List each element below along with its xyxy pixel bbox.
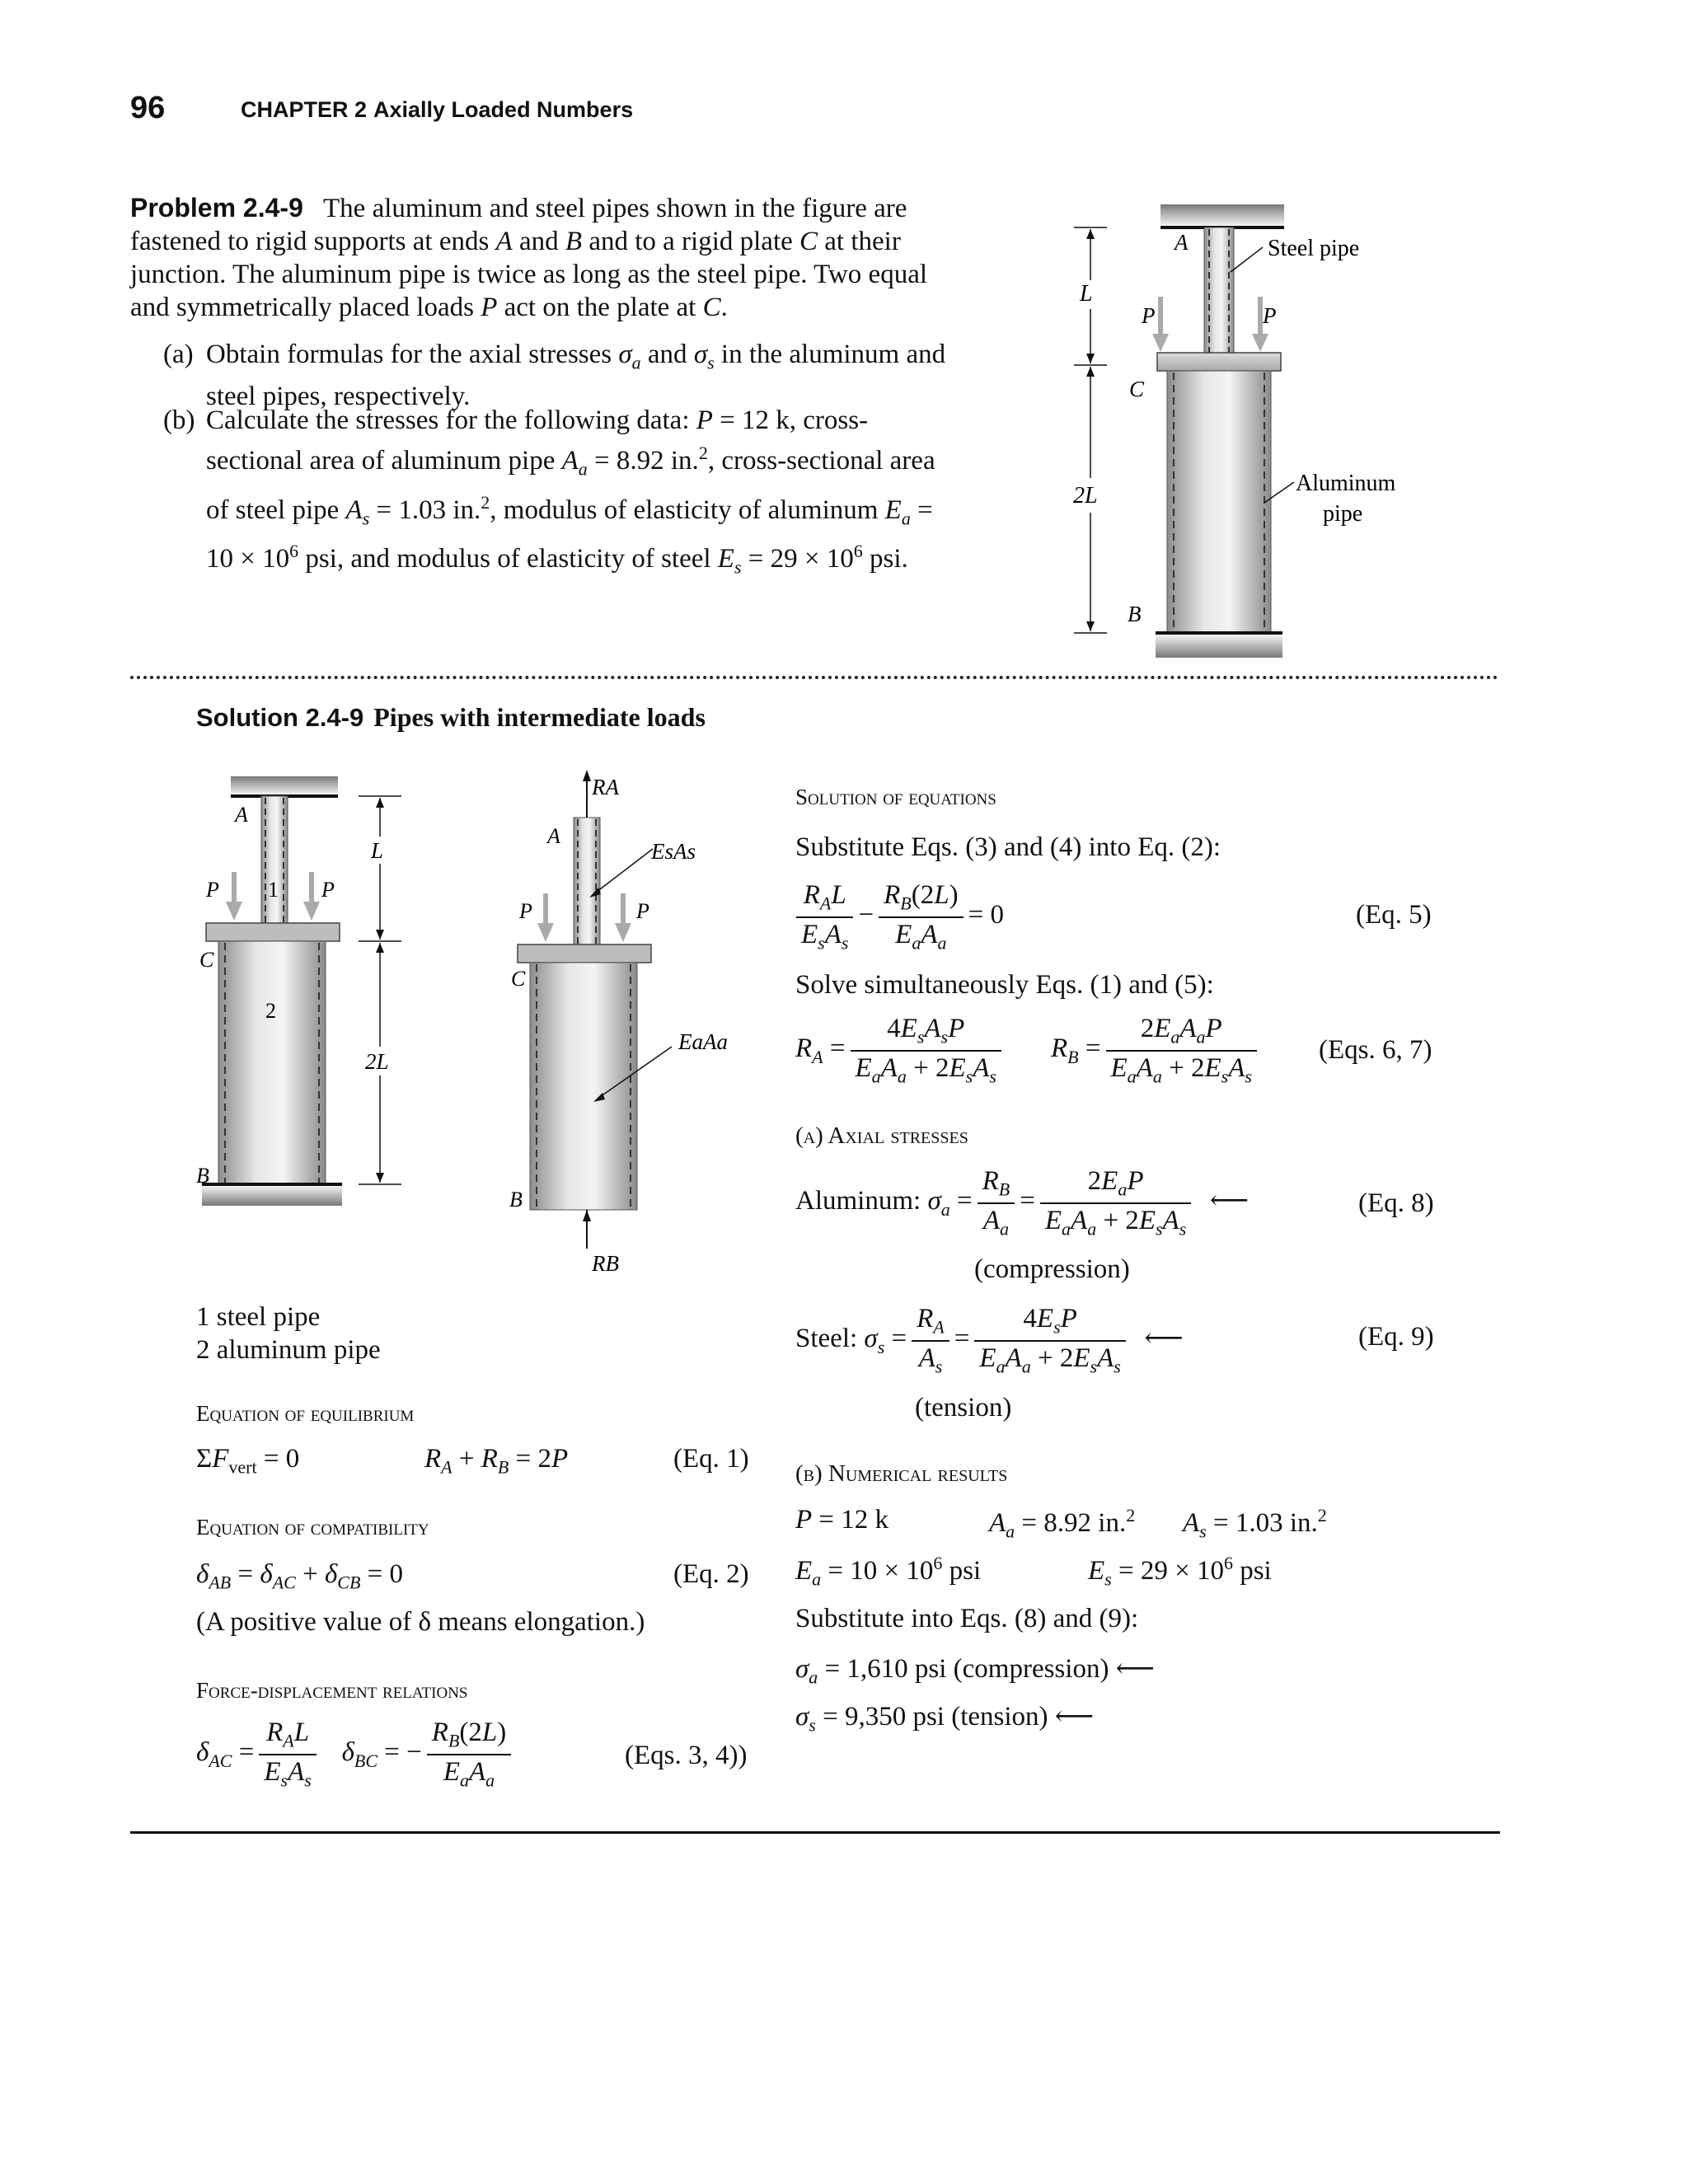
- left-fig-label-p-right: P: [321, 878, 335, 902]
- aluminum-label: Aluminum:: [795, 1186, 921, 1216]
- fbd-label-rb: RB: [592, 1251, 619, 1276]
- eq2-number: (Eq. 2): [673, 1559, 749, 1589]
- fbd-label-b: B: [509, 1188, 523, 1212]
- left-fig-label-1: 1: [268, 878, 279, 902]
- tension-note: (tension): [915, 1393, 1012, 1422]
- section-divider: [130, 676, 1498, 679]
- solution-eqs-heading: Solution of equations: [795, 785, 996, 809]
- part-b-text: Calculate the stresses for the following data: P = 12 k, cross-sectional area of aluminum pipe $A_a = 8.92$ in.$^2$, cross-sectional area of steel pipe $A_s = 1.03$ in.$^2$, modulus of elasticity of aluminum $E_a = 10 \times 10^6$ psi, and modulus of elasticity of steel $E_s = 29 \times 10^6$ psi.: [206, 405, 935, 578]
- eq5: $\frac{R_AL}{E_sA_s}$ − $\frac{R_B(2L)}{E_aA_a}$ = 0: [791, 880, 1004, 954]
- eq34-number: (Eqs. 3, 4)): [625, 1741, 748, 1770]
- legend-item: 2 aluminum pipe: [196, 1335, 381, 1365]
- result-sigma-s: $\sigma_s = 9,350$ psi (tension) ⟵: [795, 1702, 1095, 1736]
- top-support: [1160, 204, 1284, 227]
- bottom-rule: [130, 1831, 1500, 1834]
- left-fig-label-c: C: [199, 948, 214, 972]
- equilibrium-equation: $\Sigma F_{vert} = 0$: [196, 1444, 300, 1478]
- figure-legend: [196, 1301, 381, 1366]
- solution-header: [196, 702, 706, 733]
- fbd-label-a: A: [547, 824, 560, 848]
- legend-item: 1 steel pipe: [196, 1302, 321, 1332]
- fig-label-aluminum: Aluminum: [1296, 471, 1396, 496]
- problem-intro: The aluminum and steel pipes shown in the figure are fastened to rigid supports at ends A and B and to a rigid plate C at their junction. The aluminum pipe is twice as long as the steel pipe. Two equal and symmetrically placed loads P act on the plate at C.: [130, 194, 928, 322]
- fig-label-p-right: P: [1263, 303, 1277, 328]
- fbd-label-p-right: P: [636, 899, 649, 923]
- fig-label-p-left: P: [1142, 303, 1156, 328]
- problem-figure: [1055, 190, 1451, 684]
- solution-label: Solution 2.4-9: [196, 703, 364, 732]
- fig-label-pipe: pipe: [1323, 501, 1363, 527]
- fig-label-b: B: [1128, 602, 1142, 626]
- compatibility-note: (A positive value of δ means elongation.): [196, 1607, 645, 1637]
- eq9-number: (Eq. 9): [1358, 1322, 1434, 1352]
- chapter-label: CHAPTER 2: [241, 97, 368, 122]
- numerical-ea: $E_a = 10 \times 10^6$ psi: [795, 1553, 982, 1590]
- eq8: Aluminum: $\sigma_a$ = $\frac{R_B}{A_a}$ = $\frac{2E_aP}{E_aA_a + 2E_sA_s}$ ⟵: [795, 1166, 1250, 1240]
- substitute-into-text: Substitute into Eqs. (8) and (9):: [795, 1604, 1139, 1633]
- solution-title: Pipes with intermediate loads: [373, 702, 706, 732]
- page-number: 96: [130, 91, 166, 125]
- fig-label-c: C: [1129, 377, 1145, 401]
- steel-label: Steel:: [795, 1324, 858, 1354]
- compatibility-equation: $\delta_{AB} = \delta_{AC} + \delta_{CB} = 0$: [196, 1559, 404, 1593]
- fbd-label-p-left: P: [519, 899, 532, 923]
- numerical-heading: (b) Numerical results: [795, 1460, 1008, 1487]
- left-fig-label-2: 2: [265, 999, 276, 1023]
- left-fig-label-2l: 2L: [365, 1049, 389, 1074]
- fbd-label-ra: RA: [592, 775, 619, 799]
- eq67-number: (Eqs. 6, 7): [1319, 1035, 1432, 1065]
- solution-figure-left: [185, 766, 433, 1228]
- eq5-number: (Eq. 5): [1356, 900, 1432, 930]
- substitute-text: Substitute Eqs. (3) and (4) into Eq. (2):: [795, 832, 1221, 862]
- eq1-number: (Eq. 1): [673, 1444, 749, 1474]
- problem-statement: [130, 191, 954, 324]
- aluminum-pipe: [1167, 371, 1271, 633]
- part-a-text: Obtain formulas for the axial stresses $\sigma_a$ and $\sigma_s$ in the aluminum and steel pipes, respectively.: [206, 340, 946, 411]
- solve-text: Solve simultaneously Eqs. (1) and (5):: [795, 970, 1214, 1000]
- problem-label: Problem 2.4-9: [130, 193, 303, 223]
- solution-figure-fbd: [495, 766, 767, 1294]
- fig-label-2l: 2L: [1073, 483, 1098, 509]
- problem-part-a: [163, 338, 954, 413]
- numerical-es: $E_s = 29 \times 10^6$ psi: [1088, 1553, 1272, 1590]
- result-sigma-a: $\sigma_a = 1,610$ psi (compression) ⟵: [795, 1654, 1155, 1688]
- numerical-as: $A_s = 1.03$ in.$^2$: [1183, 1505, 1327, 1542]
- eq8-number: (Eq. 8): [1358, 1188, 1434, 1218]
- left-fig-label-l: L: [371, 838, 384, 863]
- axial-stresses-heading: (a) Axial stresses: [795, 1122, 968, 1149]
- force-displacement-equations: $\delta_{AC}$ = $\frac{R_AL}{E_sA_s}$ $\delta_{BC}$ = − $\frac{R_B(2L)}{E_aA_a}$: [196, 1718, 516, 1791]
- problem-part-b: [163, 404, 954, 584]
- fig-label-l: L: [1080, 281, 1093, 307]
- chapter-title: Axially Loaded Numbers: [373, 97, 634, 122]
- compatibility-heading: Equation of compatibility: [196, 1515, 429, 1540]
- force-displacement-heading: Force-displacement relations: [196, 1678, 468, 1703]
- compression-note: (compression): [974, 1254, 1130, 1284]
- part-a-label: (a): [163, 340, 194, 369]
- left-fig-label-b: B: [196, 1164, 209, 1188]
- left-fig-label-a: A: [235, 803, 248, 827]
- fig-label-steel-pipe: Steel pipe: [1268, 236, 1360, 261]
- fig-label-a: A: [1175, 230, 1189, 255]
- numerical-p: P = 12 k: [795, 1505, 889, 1535]
- rigid-plate-c: [1157, 353, 1281, 371]
- equilibrium-equation-2: $R_A + R_B = 2P$: [424, 1444, 569, 1478]
- bottom-support: [1156, 633, 1282, 658]
- numerical-aa: $A_a = 8.92$ in.$^2$: [989, 1505, 1136, 1542]
- eq6: $R_A$ = $\frac{4E_sA_sP}{E_aA_a + 2E_sA_s}$: [795, 1014, 1006, 1087]
- eq7: $R_B$ = $\frac{2E_aA_aP}{E_aA_a + 2E_sA_s}$: [1051, 1014, 1262, 1087]
- fbd-label-c: C: [511, 967, 526, 991]
- equilibrium-heading: Equation of equilibrium: [196, 1401, 415, 1426]
- eq9: Steel: $\sigma_s$ = $\frac{R_A}{A_s}$ = $\frac{4E_sP}{E_aA_a + 2E_sA_s}$ ⟵: [795, 1304, 1184, 1377]
- part-b-label: (b): [163, 405, 195, 435]
- left-fig-label-p-left: P: [206, 878, 219, 902]
- fbd-label-esas: EsAs: [651, 839, 696, 864]
- fbd-label-eaaa: EaAa: [678, 1029, 728, 1054]
